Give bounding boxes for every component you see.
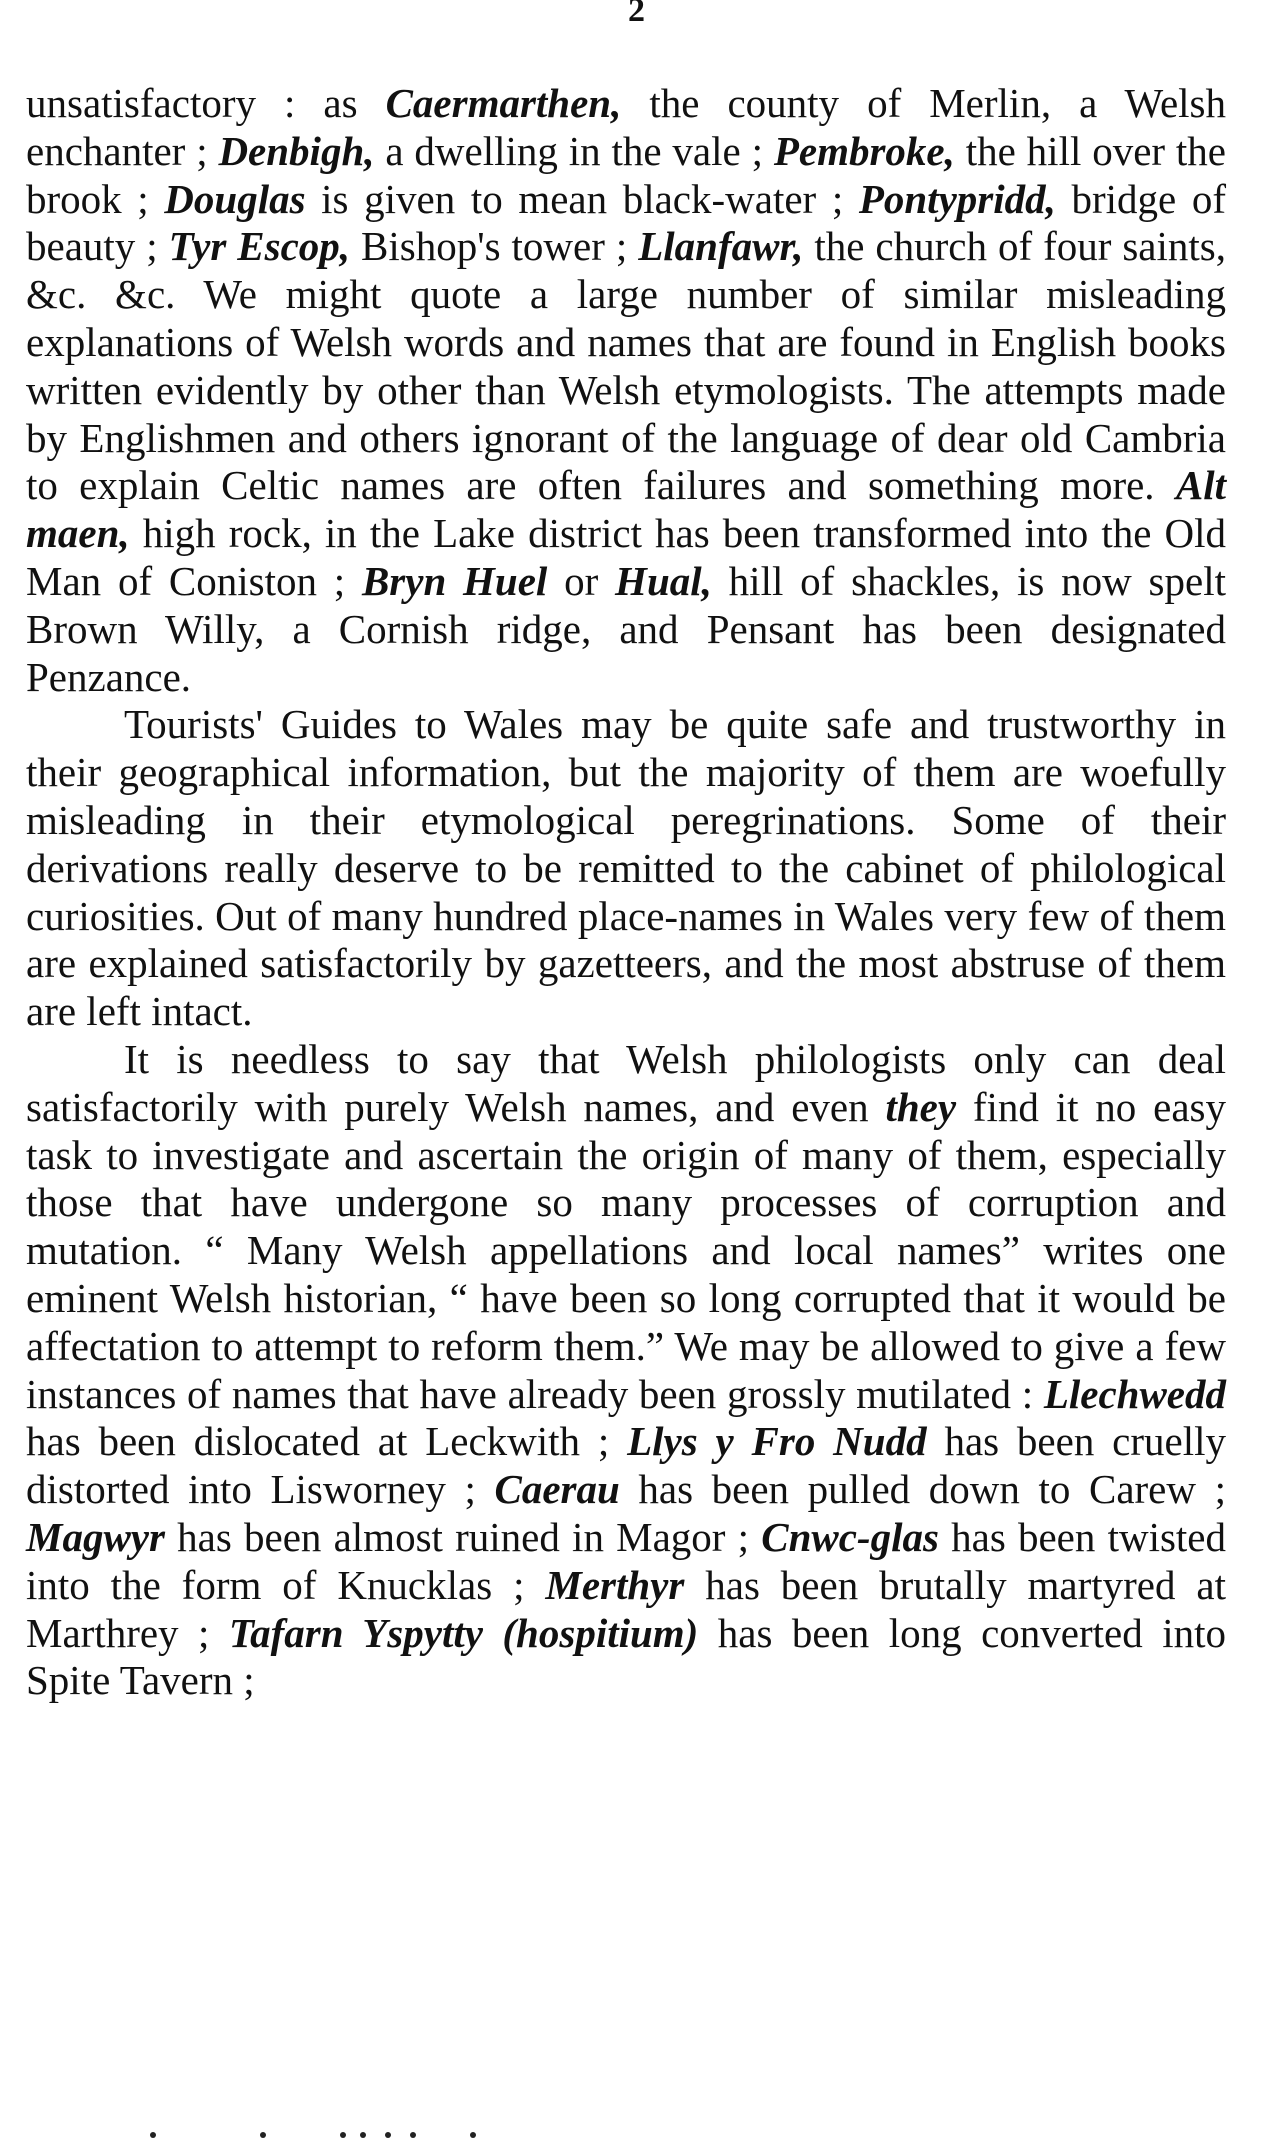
italic-term: Pontypridd,: [858, 175, 1056, 222]
italic-term: Alt maen,: [26, 462, 1226, 557]
text-run: has been twisted into the form of Knucklas ;: [26, 1513, 1227, 1608]
italic-term: Hual,: [615, 557, 712, 604]
italic-term: Pembroke,: [773, 127, 955, 174]
italic-term: Cnwc-glas: [761, 1513, 939, 1560]
italic-term: Bryn Huel: [361, 557, 548, 604]
text-run: has been cruelly distorted into Lisworney ;: [26, 1418, 1226, 1513]
italic-term: Tafarn Yspytty (hospitium): [228, 1609, 699, 1656]
text-run: has been brutally martyred at Marthrey ;: [26, 1561, 1226, 1656]
text-run: hill of shackles, is now spelt Brown Willy, a Cornish ridge, and Pensant has been designated Penzance.: [26, 557, 1226, 700]
text-run: unsatisfactory : as: [26, 80, 386, 126]
italic-term: Merthyr: [545, 1561, 685, 1608]
text-run: the hill over the brook ;: [26, 127, 1226, 222]
text-run: the county of Merlin, a Welsh enchanter ;: [26, 80, 1226, 174]
paragraph: [26, 1036, 1226, 1705]
paragraph: [26, 80, 1226, 701]
text-run: bridge of beauty ;: [26, 175, 1226, 270]
text-run: Bishop's tower ;: [350, 223, 639, 270]
italic-term: they: [885, 1083, 957, 1130]
italic-term: Llys y Fro Nudd: [627, 1418, 927, 1465]
body-text: [26, 80, 1226, 1705]
text-run: Tourists' Guides to Wales may be quite safe and trustworthy in their geographical information, but the majority of them are woefully misleading in their etymological peregrinations. Some of their derivations really deserve to be remitted to the cabinet of philological curiosities. Out of many hundred place-names in Wales very few of them are explained satisfactorily by gazetteers, and the most abstruse of them are left intact.: [26, 701, 1226, 1035]
text-run: high rock, in the Lake district has been transformed into the Old Man of Coniston ;: [26, 510, 1226, 604]
italic-term: Magwyr: [26, 1513, 165, 1560]
text-run: has been long converted into Spite Tavern ;: [26, 1609, 1226, 1704]
cut-off-next-line: [110, 2122, 710, 2142]
text-run: or: [547, 557, 616, 604]
text-run: has been dislocated at Leckwith ;: [26, 1418, 628, 1465]
italic-term: Denbigh,: [218, 127, 375, 174]
italic-term: Douglas: [164, 175, 306, 222]
italic-term: Caermarthen,: [385, 80, 622, 126]
paragraph: [26, 701, 1226, 1036]
italic-term: Llanfawr,: [638, 223, 804, 270]
text-run: has been almost ruined in Magor ;: [164, 1513, 762, 1560]
italic-term: Llechwedd: [1043, 1370, 1226, 1417]
text-run: a dwelling in the vale ;: [374, 127, 774, 174]
italic-term: Tyr Escop,: [168, 223, 351, 270]
page-number: 2: [628, 0, 645, 29]
text-run: find it no easy task to investigate and ascertain the origin of many of them, especially those that have undergone so many processes of corruption and mutation. “ Many Welsh appellations and local names” writes one eminent Welsh historian, “ have been so long corrupted that it would be affectation to attempt to reform them.” We may be allowed to give a few instances of names that have already been grossly mutilated :: [26, 1083, 1226, 1417]
italic-term: Caerau: [494, 1466, 620, 1513]
text-run: is given to mean black-water ;: [305, 175, 859, 222]
text-run: It is needless to say that Welsh philologists only can deal satisfactorily with purely Welsh names, and even: [26, 1035, 1226, 1130]
text-run: the church of four saints, &c. &c. We might quote a large number of similar misleading explanations of Welsh words and names that are found in English books written evidently by other than Welsh etymologists. The attempts made by Englishmen and others ignorant of the language of dear old Cambria to explain Celtic names are often failures and something more.: [26, 223, 1226, 509]
text-run: has been pulled down to Carew ;: [619, 1466, 1226, 1513]
